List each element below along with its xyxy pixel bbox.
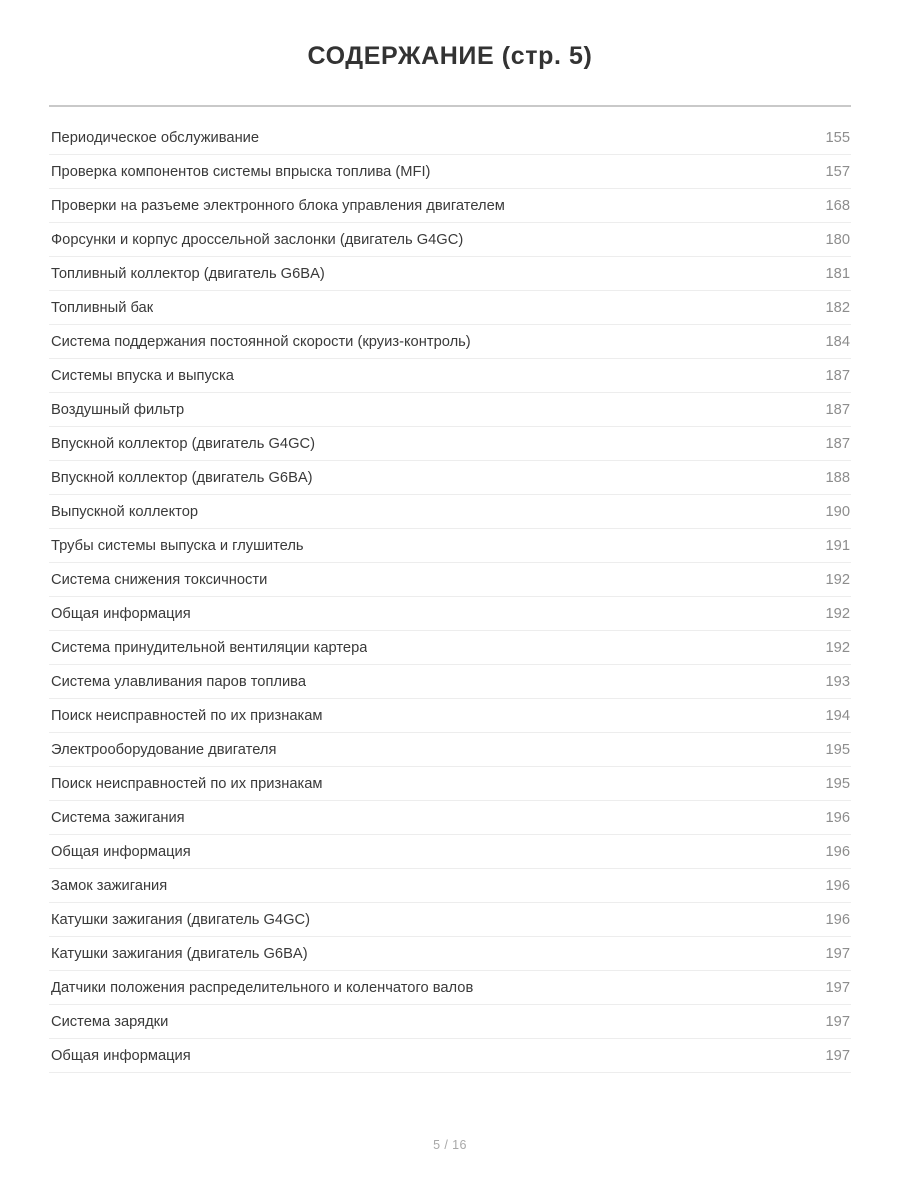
toc-entry[interactable] (49, 835, 851, 869)
toc-entry-title: Форсунки и корпус дроссельной заслонки (двигатель G4GC) (51, 231, 464, 248)
toc-entry[interactable] (49, 937, 851, 971)
toc-entry-page-number: 180 (825, 231, 850, 248)
toc-entry[interactable] (49, 325, 851, 359)
toc-entry[interactable] (49, 665, 851, 699)
toc-entry-page-number: 197 (825, 979, 850, 996)
toc-entry-page-number: 196 (825, 877, 850, 894)
toc-entry-title: Катушки зажигания (двигатель G4GC) (51, 911, 311, 928)
toc-entry[interactable] (49, 767, 851, 801)
toc-entry-title: Электрооборудование двигателя (51, 741, 277, 758)
toc-entry-page-number: 155 (825, 129, 850, 146)
toc-entry-page-number: 192 (825, 639, 850, 656)
toc-entry-title: Воздушный фильтр (51, 401, 185, 418)
toc-entry-page-number: 195 (825, 741, 850, 758)
toc-entry-title: Система зарядки (51, 1013, 169, 1030)
toc-entry[interactable] (49, 121, 851, 155)
toc-entry-title: Система снижения токсичности (51, 571, 268, 588)
toc-entry[interactable] (49, 733, 851, 767)
toc-entry[interactable] (49, 291, 851, 325)
toc-entry[interactable] (49, 223, 851, 257)
toc-entry-title: Общая информация (51, 605, 191, 622)
toc-entry-page-number: 192 (825, 571, 850, 588)
toc-entry-page-number: 190 (825, 503, 850, 520)
toc-entry-title: Периодическое обслуживание (51, 129, 260, 146)
toc-entry-title: Топливный бак (51, 299, 154, 316)
toc-entry-page-number: 196 (825, 843, 850, 860)
toc-entry-page-number: 187 (825, 367, 850, 384)
toc-entry-page-number: 196 (825, 911, 850, 928)
toc-entry[interactable] (49, 359, 851, 393)
toc-entry-title: Катушки зажигания (двигатель G6BA) (51, 945, 308, 962)
toc-entry-title: Поиск неисправностей по их признакам (51, 775, 323, 792)
toc-entry[interactable] (49, 699, 851, 733)
toc-entry-page-number: 157 (825, 163, 850, 180)
toc-entry-page-number: 192 (825, 605, 850, 622)
table-of-contents-list (49, 121, 851, 1073)
toc-entry-title: Впускной коллектор (двигатель G6BA) (51, 469, 313, 486)
toc-entry-title: Топливный коллектор (двигатель G6BA) (51, 265, 325, 282)
toc-entry-page-number: 197 (825, 945, 850, 962)
toc-entry[interactable] (49, 801, 851, 835)
toc-entry[interactable] (49, 495, 851, 529)
toc-entry-page-number: 187 (825, 401, 850, 418)
toc-entry[interactable] (49, 189, 851, 223)
toc-entry-title: Датчики положения распределительного и коленчатого валов (51, 979, 474, 996)
toc-entry-title: Поиск неисправностей по их признакам (51, 707, 323, 724)
toc-entry-title: Общая информация (51, 843, 191, 860)
toc-entry[interactable] (49, 869, 851, 903)
toc-entry-page-number: 168 (825, 197, 850, 214)
toc-entry-title: Система улавливания паров топлива (51, 673, 306, 690)
toc-entry-title: Система зажигания (51, 809, 185, 826)
toc-entry-title: Проверки на разъеме электронного блока управления двигателем (51, 197, 505, 214)
toc-entry[interactable] (49, 257, 851, 291)
toc-entry-title: Система принудительной вентиляции картера (51, 639, 368, 656)
toc-entry-title: Системы впуска и выпуска (51, 367, 234, 384)
toc-entry[interactable] (49, 1039, 851, 1073)
toc-entry-page-number: 191 (825, 537, 850, 554)
toc-entry[interactable] (49, 1005, 851, 1039)
toc-entry-page-number: 194 (825, 707, 850, 724)
toc-entry-page-number: 182 (825, 299, 850, 316)
toc-entry-title: Проверка компонентов системы впрыска топлива (MFI) (51, 163, 431, 180)
toc-entry[interactable] (49, 563, 851, 597)
toc-entry-page-number: 197 (825, 1013, 850, 1030)
toc-entry-title: Замок зажигания (51, 877, 168, 894)
toc-entry[interactable] (49, 631, 851, 665)
toc-entry[interactable] (49, 461, 851, 495)
toc-entry-title: Трубы системы выпуска и глушитель (51, 537, 304, 554)
toc-entry-page-number: 196 (825, 809, 850, 826)
title-divider (49, 105, 851, 107)
toc-entry-page-number: 181 (825, 265, 850, 282)
toc-entry[interactable] (49, 393, 851, 427)
page-title: СОДЕРЖАНИЕ (стр. 5) (307, 42, 593, 70)
toc-entry[interactable] (49, 529, 851, 563)
toc-entry-page-number: 188 (825, 469, 850, 486)
toc-entry[interactable] (49, 427, 851, 461)
toc-entry[interactable] (49, 155, 851, 189)
toc-entry-page-number: 197 (825, 1047, 850, 1064)
toc-entry-title: Система поддержания постоянной скорости (круиз-контроль) (51, 333, 471, 350)
toc-entry-page-number: 193 (825, 673, 850, 690)
toc-entry-title: Выпускной коллектор (51, 503, 199, 520)
toc-entry-title: Впускной коллектор (двигатель G4GC) (51, 435, 315, 452)
toc-entry-page-number: 184 (825, 333, 850, 350)
toc-entry-title: Общая информация (51, 1047, 191, 1064)
toc-entry[interactable] (49, 597, 851, 631)
toc-entry-page-number: 195 (825, 775, 850, 792)
toc-entry[interactable] (49, 903, 851, 937)
page-footer: 5 / 16 (433, 1138, 467, 1152)
toc-entry-page-number: 187 (825, 435, 850, 452)
toc-entry[interactable] (49, 971, 851, 1005)
